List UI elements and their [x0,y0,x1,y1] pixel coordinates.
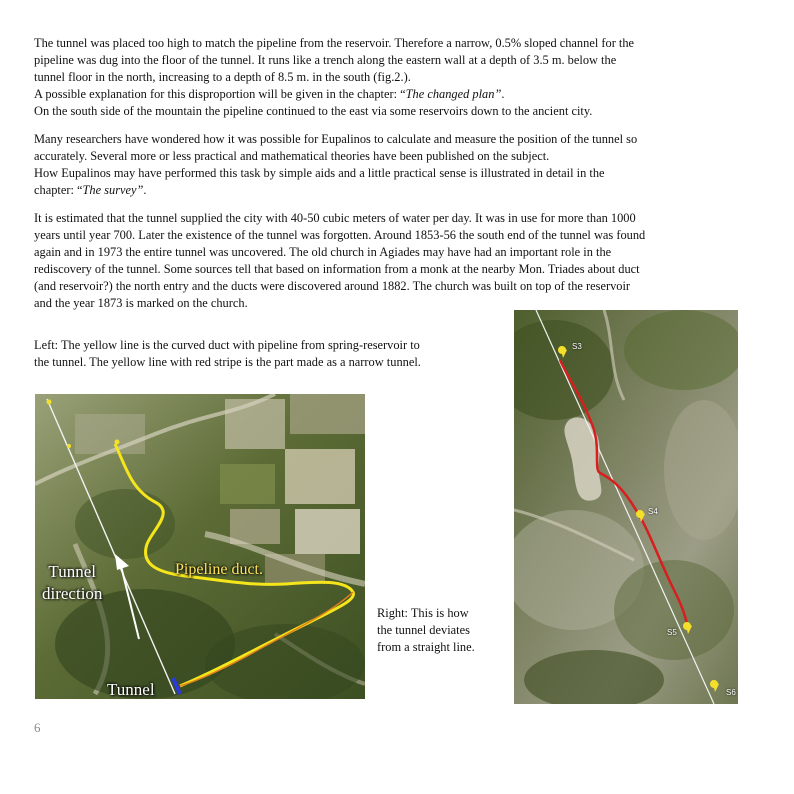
chapter-reference: The changed plan” [405,86,502,101]
text-line: Left: The yellow line is the curved duct with pipeline from spring-reservoir to [34,338,420,352]
text-line: from a straight line. [377,639,475,654]
aerial-photo-drawing [35,394,365,699]
pin-icon [67,444,71,448]
aerial-photo-tunnel-deviation [514,310,738,704]
text-run: A possible explanation for this disproportion will be given in the chapter: “ [34,86,406,101]
caption-right [377,605,502,656]
label-tunnel-direction [42,561,102,605]
label-pipeline-duct: Pipeline duct. [175,561,263,578]
aerial-photo-pipeline-duct [35,394,365,699]
marker-label-s4: S4 [648,507,658,516]
marker-label-s6: S6 [726,688,736,697]
marker-label-s5: S5 [667,628,677,637]
pin-icon [47,400,52,405]
text-line: accurately. Several more or less practical and mathematical theories have been published on the subject. [34,148,550,163]
marker-label-s3: S3 [572,342,582,351]
text-line: years until year 700. Later the existence of the tunnel was forgotten. Around 1853-56 the south end of the tunnel was found [34,227,646,242]
text-line: The tunnel was placed too high to match the pipeline from the reservoir. Therefore a narrow, 0.5% sloped channel for the [34,36,635,50]
text-line: the tunnel. The yellow line with red stripe is the part made as a narrow tunnel. [34,354,421,369]
paragraph-pipeline-channel [34,35,764,120]
caption-left [34,337,504,371]
text-line: and the year 1873 is marked on the church. [34,295,248,310]
text-run: . [501,86,505,101]
text-line: On the south side of the mountain the pipeline continued to the east via some reservoirs down to the ancient city. [34,103,593,118]
text-line: rediscovery of the tunnel. Some sources tell that based on information from a monk at the nearby Mon. Triades about duct [34,261,640,276]
text-line: the tunnel deviates [377,622,470,637]
aerial-photo-drawing [514,310,738,704]
label-line: Tunnel [48,562,96,581]
text-line: It is estimated that the tunnel supplied the city with 40-50 cubic meters of water per day. It was in use for more than 1000 [34,211,636,225]
text-line: How Eupalinos may have performed this task by simple aids and a little practical sense is illustrated in detail in the [34,165,605,180]
label-tunnel: Tunnel [107,680,155,699]
chapter-reference: The survey” [82,182,144,197]
text-line: tunnel floor in the north, increasing to a depth of 8.5 m. in the south (fig.2.). [34,69,411,84]
text-line: Many researchers have wondered how it was possible for Eupalinos to calculate and measure the position of the tunnel so [34,132,638,146]
text-line [34,86,764,103]
text-line [34,182,764,199]
text-line: again and in 1973 the entire tunnel was uncovered. The old church in Agiades may have had an important role in the [34,244,612,259]
text-line: pipeline was dug into the floor of the tunnel. It runs like a trench along the eastern wall at a depth of 3.5 m. below the [34,52,617,67]
pin-icon [115,440,120,445]
label-line: direction [42,584,103,603]
text-run: chapter: “ [34,182,83,197]
paragraph-tunnel-history [34,210,764,311]
page-number: 6 [34,720,41,735]
text-line: Right: This is how [377,606,469,620]
text-line: (and reservoir?) the north entry and the ducts were discovered around 1882. The church was built on top of the reservoir [34,278,631,293]
paragraph-eupalinos-calculation [34,131,764,199]
text-run: . [143,182,147,197]
